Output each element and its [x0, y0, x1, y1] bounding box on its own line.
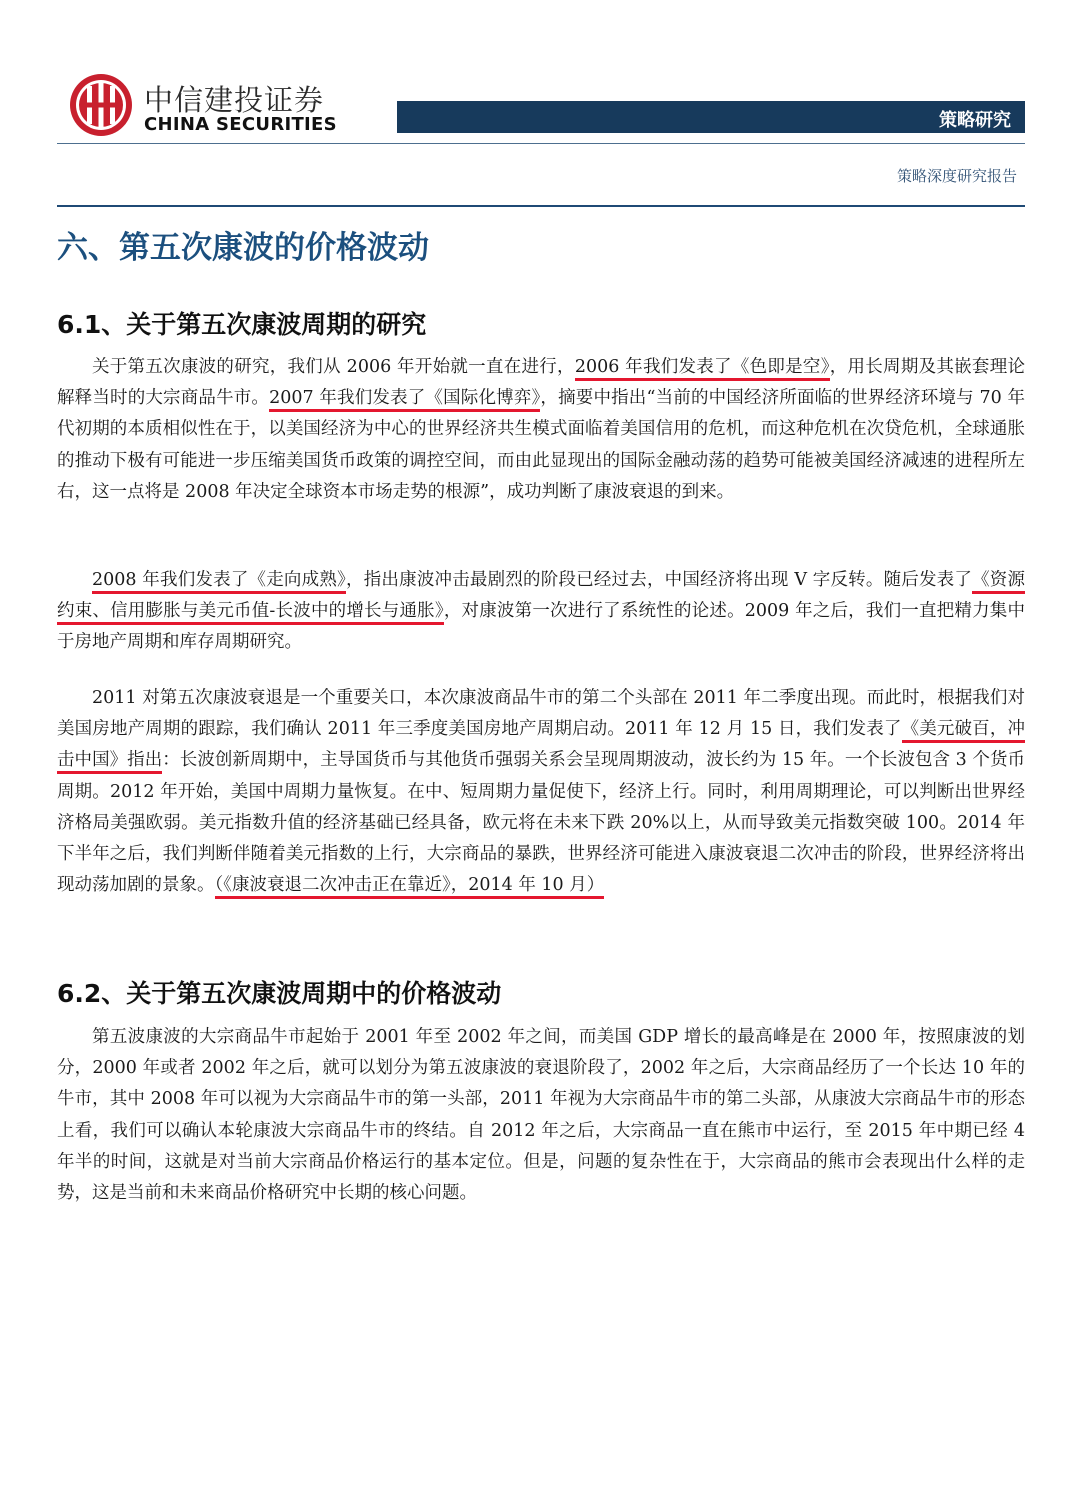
china-securities-logo: [68, 72, 134, 138]
paragraph-6-1-3: [57, 683, 1025, 901]
subsection-6-2-title: 6.2、关于第五次康波周期中的价格波动: [57, 979, 502, 1008]
section-title: 六、第五次康波的价格波动: [57, 230, 429, 266]
paragraph-6-1-1: [57, 352, 1025, 508]
highlighted-citation: （《康波衰退二次冲击正在靠近》，2014 年 10 月）: [215, 875, 605, 899]
highlighted-citation: 2006 年我们发表了《色即是空》: [575, 357, 830, 381]
text-run: 2011 对第五次康波衰退是一个重要关口，本次康波商品牛市的第二个头部在 2011 年二季度出现。而此时，根据我们对美国房地产周期的跟踪，我们确认 2011 年三季度美国房地产周期启动。2011 年 12 月 15 日，我们发表了: [57, 688, 1025, 740]
report-type: 策略深度研究报告: [896, 167, 1017, 185]
text-run: ，用长周期及其嵌套理论解释当时的大宗商品牛市。: [57, 357, 1025, 409]
highlighted-citation: 《资源约束、信用膨胀与美元币值-长波中的增长与通胀》: [57, 570, 1025, 625]
text-run: ，摘要中指出“当前的中国经济所面临的世界经济环境与 70 年代初期的本质相似性在于，以美国经济为中心的世界经济共生模式面临着美国信用的危机，而这种危机在次贷危机，全球通胀的推动下极有可能进一步压缩美国货币政策的调控空间，而由此显现出的国际金融动荡的趋势可能被美国经济减速的进程所左右，这一点将是 2008 年决定全球资本市场走势的根源”，成功判断了康波衰退的到来。: [57, 388, 1025, 502]
brand-name-english: CHINA SECURITIES: [144, 114, 337, 135]
section-tag: 策略研究: [939, 110, 1011, 131]
section-tag-bar: [397, 101, 1025, 133]
subsection-6-1-title: 6.1、关于第五次康波周期的研究: [57, 310, 427, 339]
text-run: 关于第五次康波的研究，我们从 2006 年开始就一直在进行，: [92, 357, 575, 377]
paragraph-6-2-1: 第五波康波的大宗商品牛市起始于 2001 年至 2002 年之间，而美国 GDP 增长的最高峰是在 2000 年，按照康波的划分，2000 年或者 2002 年之后，就可以划分为第五波康波的衰退阶段了，2002 年之后，大宗商品经历了一个长达 10 年的牛市，其中 2008 年可以视为大宗商品牛市的第一头部，2011 年视为大宗商品牛市的第二头部，从康波大宗商品牛市的形态上看，我们可以确认本轮康波大宗商品牛市的终结。自 2012 年之后，大宗商品一直在熊市中运行，至 2015 年中期已经 4 年半的时间，这就是对当前大宗商品价格运行的基本定位。但是，问题的复杂性在于，大宗商品的熊市会表现出什么样的走势，这是当前和未来商品价格研究中长期的核心问题。: [57, 1027, 1025, 1204]
text-run: ，指出康波冲击最剧烈的阶段已经过去，中国经济将出现 V 字反转。随后发表了: [346, 570, 973, 590]
paragraph-6-1-2: [57, 565, 1025, 659]
title-divider: [57, 205, 1025, 207]
highlighted-citation: 2007 年我们发表了《国际化博弈》: [269, 388, 540, 412]
highlighted-citation: 《美元破百，冲击中国》指出: [57, 719, 1025, 774]
text-run: ：长波创新周期中，主导国货币与其他货币强弱关系会呈现周期波动，波长约为 15 年。一个长波包含 3 个货币周期。2012 年开始，美国中周期力量恢复。在中、短周期力量促使下，经济上行。同时，利用周期理论，可以判断出世界经济格局美强欧弱。美元指数升值的经济基础已经具备，欧元将在未来下跌 20%以上，从而导致美元指数突破 100。2014 年下半年之后，我们判断伴随着美元指数的上行，大宗商品的暴跌，世界经济可能进入康波衰退二次冲击的阶段，世界经济将出现动荡加剧的景象。: [57, 750, 1026, 896]
header-divider: [57, 143, 1025, 144]
brand-name-chinese: 中信建投证券: [144, 83, 325, 117]
highlighted-citation: 2008 年我们发表了《走向成熟》: [92, 570, 346, 594]
text-run: ，对康波第一次进行了系统性的论述。2009 年之后，我们一直把精力集中于房地产周期和库存周期研究。: [57, 601, 1025, 653]
